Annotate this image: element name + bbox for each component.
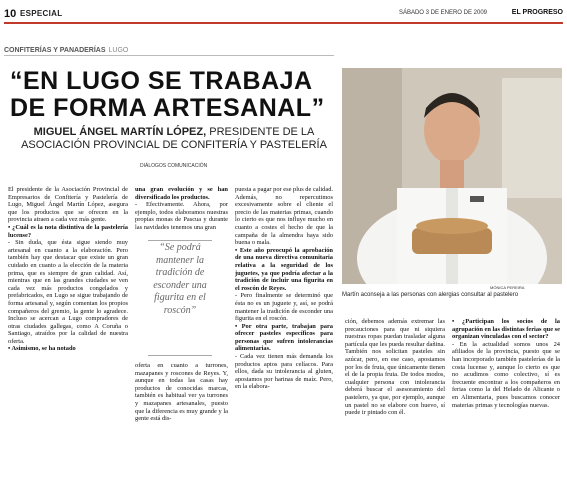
- question: • ¿Cuál es la nota distintiva de la pastelería lucense?: [8, 223, 128, 239]
- answer: - Sin duda, que ésta sigue siendo muy artesanal en cuanto a la elaboración. Pero también hay que destacar que existe un gran cuidado en cuanto a la elección de la materia prima, que es siempre de gran calidad. Así, mientras que en las grandes ciudades se ven cada vez más productos congelados y prefabricados, en Lugo se sigue trabajando de forma artesanal y, según comentan los propios compañeros del gremio, la gente lo agradece. Incluso se acercan a Lugo compradores de otras ciudades gallegas, como A Coruña o Santiago, atraídos por la calidad de nuestra oferta.: [8, 239, 128, 345]
- photo-credit: MÓNICA PEREIRA: [490, 285, 525, 290]
- answer: ción, debemos además extremar las precauciones para que ni siquiera nuestras ropas puedan trasladar alguna partícula que les pueda resultar dañina. También nos solicitan pasteles sin azúcar, pero, en ese caso, apostamos por los de fruta, que únicamente tienen el de la propia fruta. De todos modos, cualquier persona con intolerancia deberá buscar el asesoramiento del pastelero, ya que, por ejemplo, aunque un pastel no se elabore con huevo, sí puede ir pintado con él.: [345, 318, 445, 417]
- kicker-label: CONFITERÍAS Y PANADERÍAS: [4, 47, 106, 54]
- pull-quote-rule: [148, 355, 212, 356]
- article-column-5: [452, 318, 560, 409]
- answer: oferta en cuanto a turrones, mazapanes y roscones de Reyes. Y, aunque en todas las casas hay productos de conocidas marcas, también es habitual ver ya turrones y mazapanes artesanales, puesto que la diferencia es muy grande y la gente está dis-: [135, 362, 228, 423]
- article-column-2: [135, 186, 228, 232]
- kicker-location: LUGO: [108, 47, 129, 54]
- newspaper-name: EL PROGRESO: [511, 9, 563, 16]
- answer: - Pero finalmente se determinó que ésta no es un juguete y, así, se podrá mantener la tradición de esconder una figurita en el roscón.: [235, 292, 333, 323]
- page-number: 10: [4, 8, 17, 20]
- pull-quote-rule: [148, 240, 212, 241]
- answer: - Efectivamente. Ahora, por ejemplo, todos elaboramos nuestras propias monas de Pascua y durante las navidades tenemos una gran: [135, 201, 228, 231]
- headline: “EN LUGO SE TRABAJA DE FORMA ARTESANAL”: [10, 67, 325, 122]
- question: una gran evolución y se han diversificado los productos.: [135, 186, 228, 201]
- photo-caption: Martín aconseja a las personas con alergias consultar al pastelero: [342, 292, 519, 298]
- interviewee-role: PRESIDENTE DE LA ASOCIACIÓN PROVINCIAL DE CONFITERÍA Y PASTELERÍA: [21, 126, 327, 151]
- interviewee-name: MIGUEL ÁNGEL MARTÍN LÓPEZ,: [33, 126, 207, 138]
- page-header: [4, 8, 563, 24]
- intro-paragraph: El presidente de la Asociación Provincial de Empresarios de Confitería y Pastelería de Lugo, Miguel Ángel Martín López, asegura que los productos que se ofrecen en la provincia atraen a cada vez más gente.: [8, 186, 128, 224]
- article-column-3: [235, 186, 333, 391]
- answer: puesta a pagar por ese plus de calidad. Además, no repercutimos excesivamente sobre el cliente el precio de las materias primas, cuando lo cierto es que nos influye mucho en cuanto a costes el hecho de que la campaña de la almendra haya sido buena o mala.: [235, 186, 333, 247]
- question: • Asimismo, se ha notado: [8, 345, 76, 353]
- article-column-2-bottom: [135, 362, 228, 423]
- article-column-1: [8, 186, 128, 353]
- byline: DIÁLOGOS COMUNICACIÓN: [140, 163, 208, 169]
- answer: - Cada vez tienen más demanda los productos aptos para celíacos. Para ellos, dada su intolerancia al gluten, apostamos por harinas de maíz. Pero, en la elabora-: [235, 353, 333, 391]
- question: • Por otra parte, trabajan para ofrecer pasteles específicos para personas que sufren intolerancias alimentarias.: [235, 322, 333, 353]
- kicker: [4, 47, 334, 56]
- question: • ¿Participan los socios de la agrupación en las distintas ferias que se organizan vinculadas con el sector?: [452, 318, 560, 341]
- pull-quote: “Se podrá mantener la tradición de esconder una figurita en el roscón”: [153, 242, 207, 316]
- portrait-photo: [342, 68, 562, 284]
- article-column-4: [345, 318, 445, 417]
- question: • Este año preocupó la aprobación de una nueva directiva comunitaria relativa a la seguridad de los juguetes, ya que podría afectar a la tradición de incluir una figurita en el roscón de Reyes.: [235, 246, 333, 292]
- issue-date: SÁBADO 3 DE ENERO DE 2009: [398, 10, 487, 16]
- subheadline: [14, 126, 334, 152]
- answer: - En la actualidad somos unos 24 afiliados de la provincia, puesto que se han incorporado también pastelerías de la costa lucense y, aunque lo cierto es que no acudimos como colectivo, sí es frecuente encontrar a los compañeros en ferias como la del Helado de Alicante o en Alimentaria, pues buscamos conocer materias primas y tecnologías nuevas.: [452, 340, 560, 409]
- section-label: ESPECIAL: [20, 9, 63, 18]
